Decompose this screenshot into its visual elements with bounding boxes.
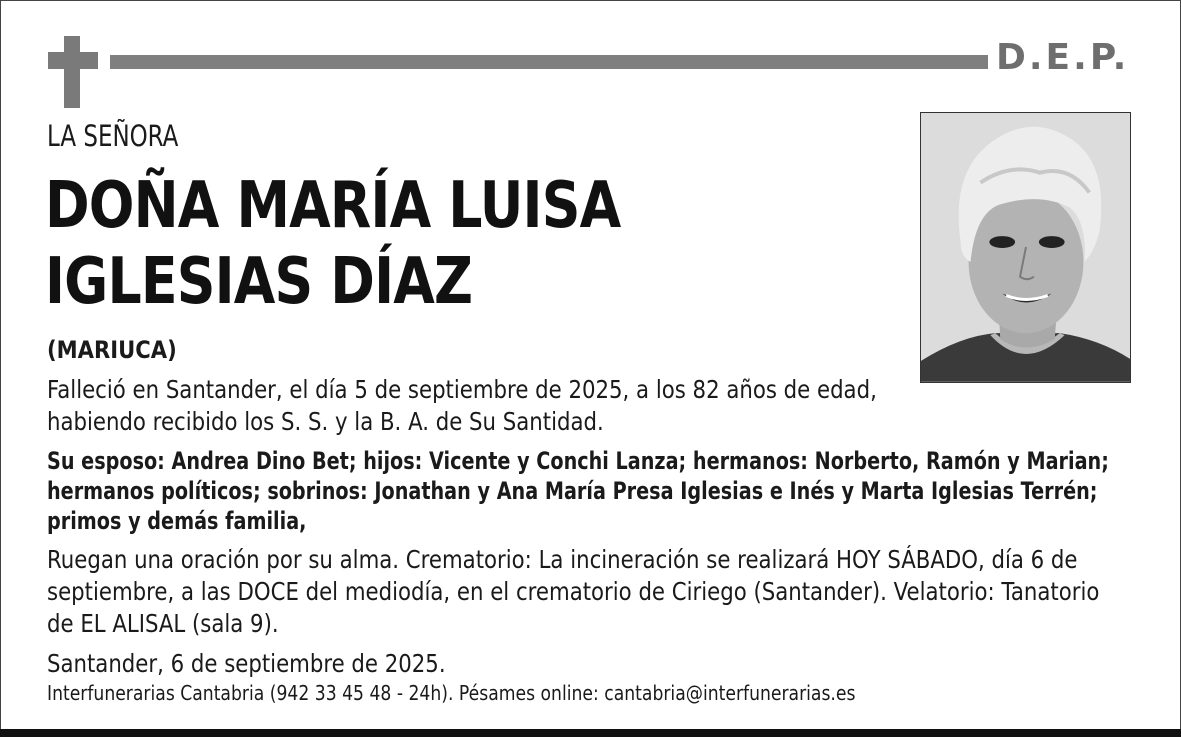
ceremony-line3: de EL ALISAL (sala 9).	[47, 609, 279, 638]
ceremony-line1: Ruegan una oración por su alma. Crematorio: La incineración se realizará HOY SÁBADO, día 6 de	[47, 545, 1078, 574]
portrait-photo	[920, 112, 1131, 383]
deceased-nickname: (MARIUCA)	[47, 336, 177, 364]
portrait-image	[921, 113, 1130, 382]
death-notice-line1: Falleció en Santander, el día 5 de septiembre de 2025, a los 82 años de edad,	[47, 375, 877, 404]
family-line3: primos y demás familia,	[47, 507, 307, 535]
deceased-name	[45, 168, 620, 320]
honorific-title: LA SEÑORA	[47, 119, 179, 153]
ceremony-line2: septiembre, a las DOCE del mediodía, en el crematorio de Ciriego (Santander). Velatorio: Tanatorio	[47, 577, 1100, 606]
cross-icon	[64, 36, 80, 108]
family-line1: Su esposo: Andrea Dino Bet; hijos: Vicente y Conchi Lanza; hermanos: Norberto, Ramón y Marian;	[47, 447, 1109, 475]
cross-icon-bar	[48, 52, 98, 69]
bottom-border	[0, 729, 1181, 737]
dep-label: D.E.P.	[996, 37, 1130, 78]
header-rule	[110, 55, 988, 69]
death-notice-line2: habiendo recibido los S. S. y la B. A. de Su Santidad.	[47, 407, 604, 436]
deceased-name-line2: IGLESIAS DÍAZ	[45, 245, 473, 319]
funeral-home-contact: Interfunerarias Cantabria (942 33 45 48 - 24h). Pésames online: cantabria@interfunerarias.es	[47, 681, 856, 705]
deceased-name-line1: DOÑA MARÍA LUISA	[45, 169, 621, 243]
place-date: Santander, 6 de septiembre de 2025.	[47, 649, 446, 678]
family-line2: hermanos políticos; sobrinos: Jonathan y Ana María Presa Iglesias e Inés y Marta Iglesias Terrén;	[47, 477, 1098, 505]
